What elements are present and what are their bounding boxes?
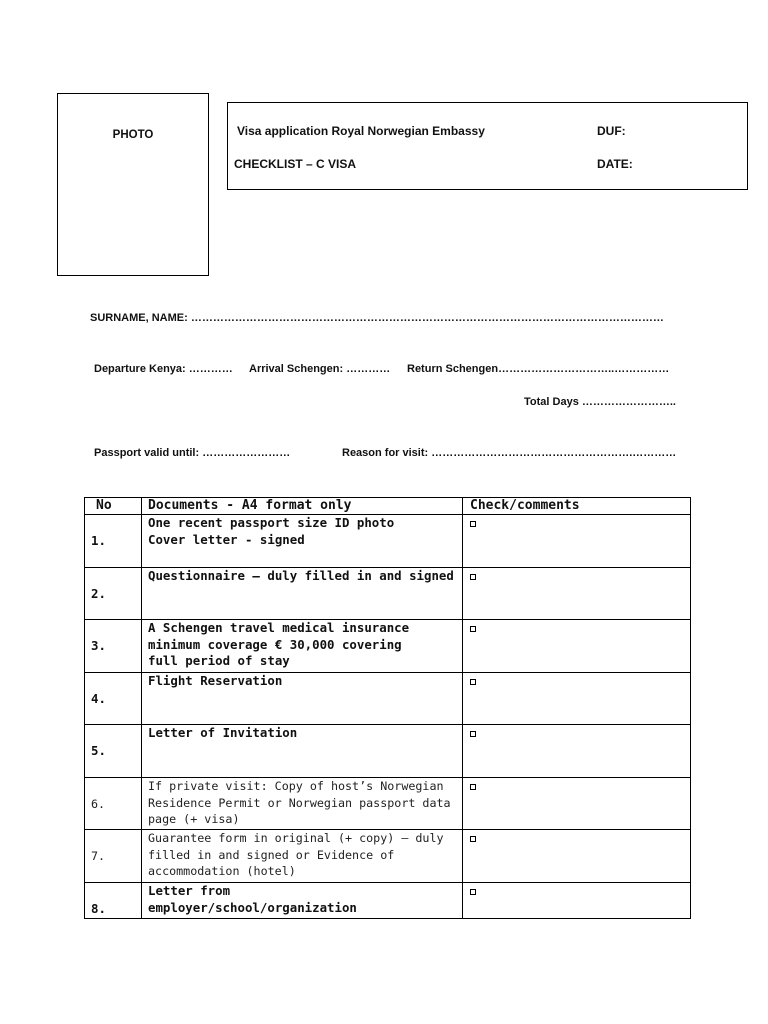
row-number-cell	[85, 568, 142, 619]
surname-field	[90, 311, 680, 325]
document-cell	[142, 830, 463, 882]
document-cell	[142, 725, 463, 777]
passport-valid-field	[94, 446, 294, 460]
row-number: 7.	[91, 849, 106, 863]
photo-label: PHOTO	[112, 129, 154, 141]
surname-blank: …………………………………………………………………………………………………………………	[190, 312, 664, 324]
check-cell	[463, 568, 690, 619]
document-cell	[142, 883, 463, 918]
row-number-cell	[85, 515, 142, 567]
document-line: If private visit: Copy of host’s Norwegian	[148, 779, 444, 793]
row-number-cell	[85, 620, 142, 672]
document-cell	[142, 673, 463, 724]
table-row	[85, 830, 690, 883]
row-number-cell	[85, 725, 142, 777]
row-number: 6.	[91, 797, 106, 811]
document-line: A Schengen travel medical insurance	[148, 620, 410, 635]
table-row	[85, 515, 690, 568]
row-number-cell	[85, 673, 142, 724]
return-schengen-field	[407, 362, 677, 376]
checkbox[interactable]	[470, 889, 476, 895]
row-number: 2.	[91, 586, 106, 601]
table-row	[85, 568, 690, 620]
row-number: 5.	[91, 743, 106, 758]
departure-kenya-field	[94, 362, 244, 376]
checklist-title: CHECKLIST – C VISA	[234, 157, 357, 171]
row-number: 4.	[91, 691, 106, 706]
reason-for-visit-blank: ……………………………………………….…………	[431, 447, 677, 459]
document-line: Residence Permit or Norwegian passport data	[148, 795, 451, 810]
row-number: 1.	[91, 533, 106, 548]
passport-valid-blank: ……………………	[202, 447, 291, 459]
document-cell	[142, 515, 463, 567]
document-line: employer/school/organization	[148, 899, 357, 915]
total-days-blank: ……………………..	[581, 396, 676, 408]
form-title: Visa application Royal Norwegian Embassy	[237, 124, 485, 138]
header-documents: Documents - A4 format only	[142, 498, 463, 514]
arrival-schengen-field	[249, 362, 399, 376]
row-number: 3.	[91, 638, 106, 653]
table-row	[85, 725, 690, 778]
photo-box	[57, 93, 209, 276]
document-cell	[142, 620, 463, 672]
header-check-comments: Check/comments	[470, 498, 580, 513]
check-cell	[463, 883, 690, 918]
checkbox[interactable]	[470, 574, 476, 580]
passport-valid-label: Passport valid until:	[94, 447, 200, 459]
surname-label: SURNAME, NAME:	[90, 312, 188, 324]
checkbox[interactable]	[470, 731, 476, 737]
header-box	[227, 102, 748, 190]
duf-label: DUF:	[597, 124, 626, 138]
table-row	[85, 778, 690, 830]
row-number-cell	[85, 830, 142, 882]
check-cell	[463, 725, 690, 777]
reason-for-visit-field	[342, 446, 678, 460]
checkbox[interactable]	[470, 626, 476, 632]
document-cell	[142, 568, 463, 619]
document-line: Guarantee form in original (+ copy) – duly	[148, 831, 444, 845]
arrival-schengen-label: Arrival Schengen:	[249, 363, 344, 375]
document-cell	[142, 778, 463, 829]
check-cell	[463, 830, 690, 882]
checkbox[interactable]	[470, 836, 476, 842]
row-number-cell	[85, 883, 142, 918]
check-cell	[463, 515, 690, 567]
arrival-schengen-blank: …………	[346, 363, 391, 375]
departure-kenya-blank: …………	[188, 363, 233, 375]
row-number-cell	[85, 778, 142, 829]
table-header-row	[85, 498, 690, 515]
departure-kenya-label: Departure Kenya:	[94, 363, 186, 375]
document-line: full period of stay	[148, 653, 290, 668]
check-cell	[463, 778, 690, 829]
table-row	[85, 883, 690, 918]
header-no: No	[85, 498, 142, 514]
return-schengen-label: Return Schengen	[407, 363, 499, 375]
document-line: page (+ visa)	[148, 812, 240, 826]
document-line: One recent passport size ID photo	[148, 515, 395, 530]
checkbox[interactable]	[470, 521, 476, 527]
date-label: DATE:	[597, 157, 633, 171]
document-line: minimum coverage € 30,000 covering	[148, 636, 402, 652]
reason-for-visit-label: Reason for visit:	[342, 447, 429, 459]
document-line: Cover letter - signed	[148, 531, 305, 547]
row-number: 8.	[91, 901, 106, 916]
table-row	[85, 673, 690, 725]
total-days-label: Total Days	[524, 396, 579, 408]
checkbox[interactable]	[470, 784, 476, 790]
total-days-field	[524, 395, 680, 409]
check-cell	[463, 673, 690, 724]
document-line: Questionnaire – duly filled in and signed	[148, 568, 454, 583]
document-line: Flight Reservation	[148, 673, 283, 688]
checklist-table	[84, 497, 691, 919]
table-row	[85, 620, 690, 673]
document-line: Letter from	[148, 883, 231, 898]
return-schengen-blank: …………………………..……………	[498, 363, 670, 375]
document-line: Letter of Invitation	[148, 725, 298, 740]
checkbox[interactable]	[470, 679, 476, 685]
document-line: filled in and signed or Evidence of	[148, 847, 395, 862]
document-line: accommodation (hotel)	[148, 864, 296, 878]
check-cell	[463, 620, 690, 672]
